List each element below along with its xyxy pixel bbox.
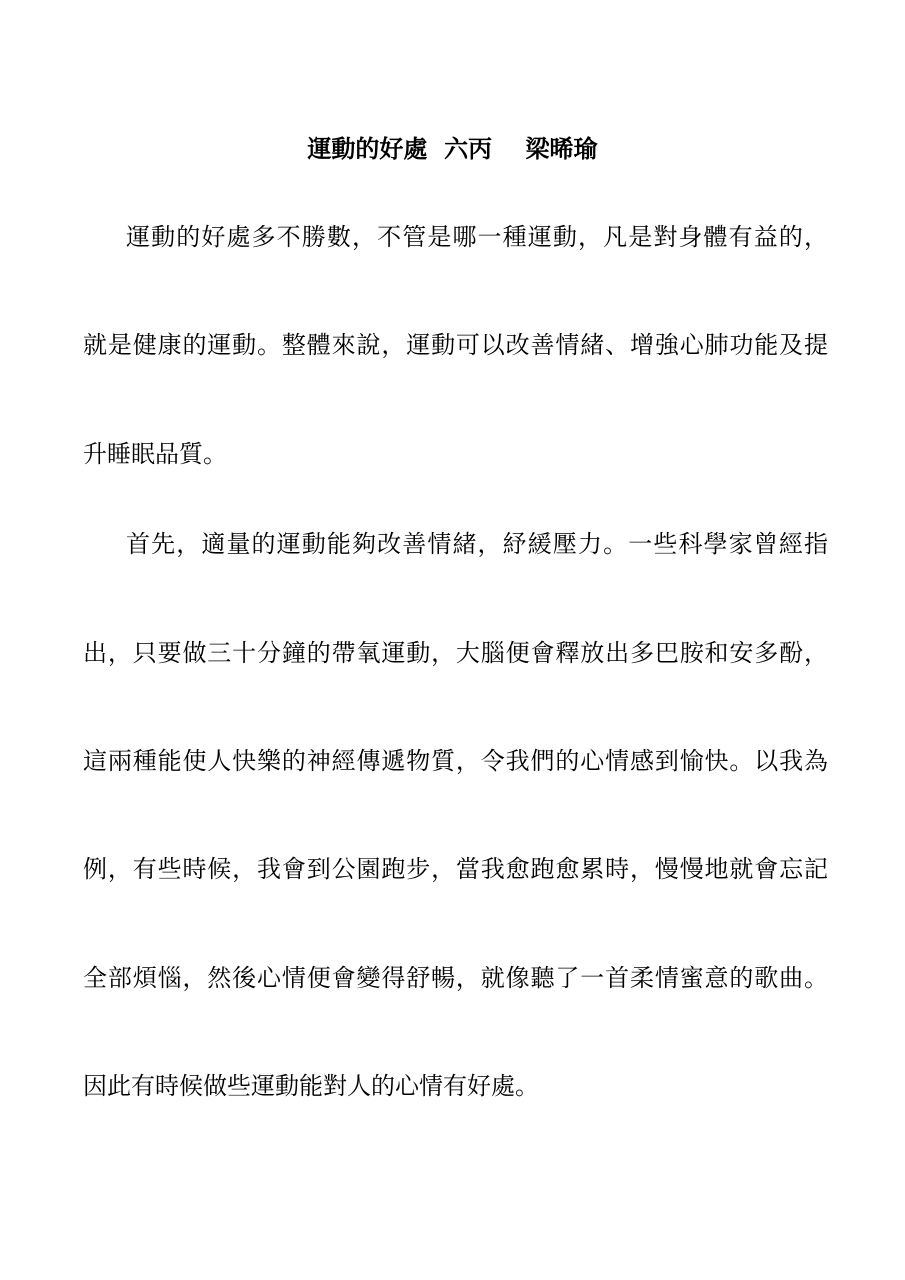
paragraph-1-line-1: 運動的好處多不勝數，不管是哪一種運動，凡是對身體有益的， (126, 223, 828, 251)
paragraph-2-line-6: 因此有時候做些運動能對人的心情有好處。 (83, 1072, 539, 1100)
paragraph-2-line-4: 例，有些時候，我會到公園跑步，當我愈跑愈累時，慢慢地就會忘記 (83, 855, 828, 883)
paragraph-2-line-3: 這兩種能使人快樂的神經傳遞物質，令我們的心情感到愉快。以我為 (83, 747, 828, 775)
paragraph-1-line-2: 就是健康的運動。整體來說，運動可以改善情緒、增強心肺功能及提 (83, 331, 828, 359)
document-title: 運動的好處 六丙 梁晞瑜 (307, 135, 598, 163)
paragraph-2-line-1: 首先，適量的運動能夠改善情緒，紓緩壓力。一些科學家曾經指 (126, 530, 828, 558)
paragraph-1-line-3: 升睡眠品質。 (83, 440, 227, 468)
paragraph-2-line-5: 全部煩惱，然後心情便會變得舒暢，就像聽了一首柔情蜜意的歌曲。 (83, 964, 828, 992)
paragraph-2-line-2: 出，只要做三十分鐘的帶氧運動，大腦便會釋放出多巴胺和安多酚， (83, 639, 828, 667)
